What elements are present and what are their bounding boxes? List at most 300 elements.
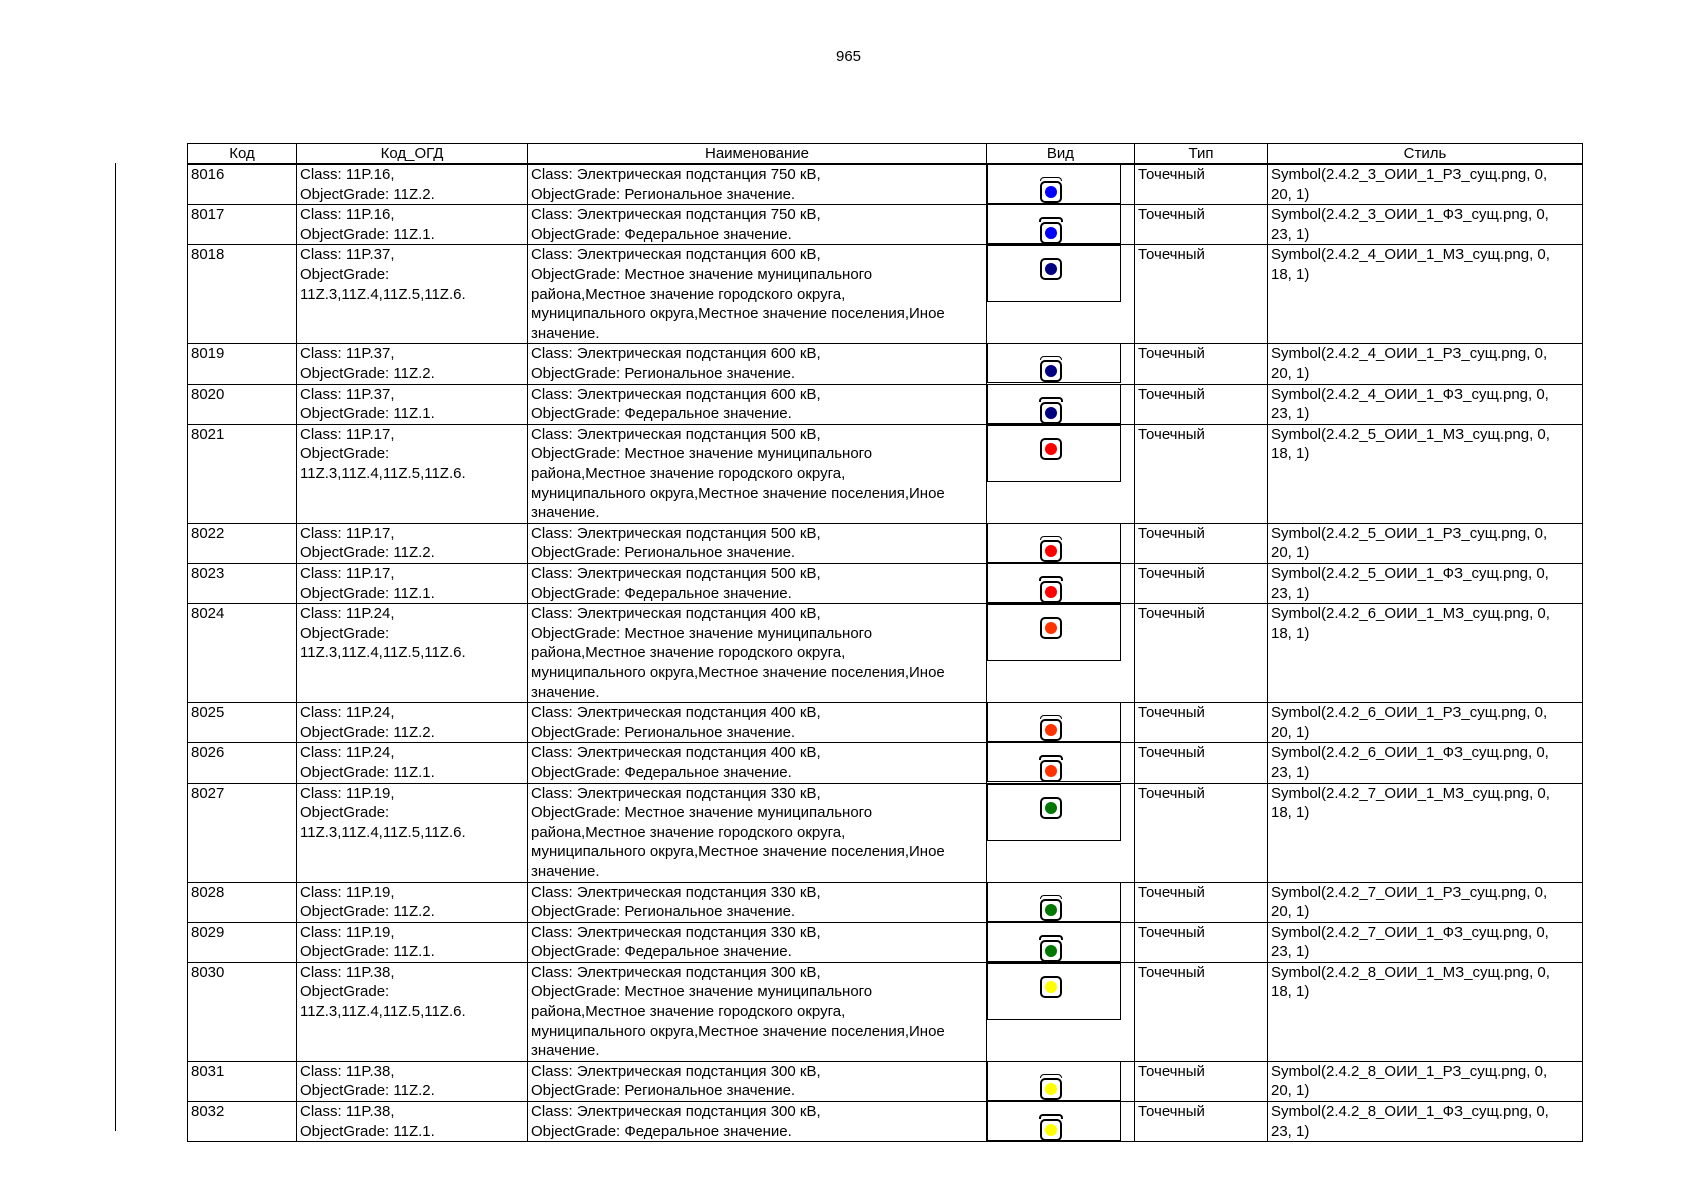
ogd-code-line: 11Z.3,11Z.4,11Z.5,11Z.6.: [300, 823, 466, 841]
code-cell: 8031: [188, 1061, 297, 1101]
name-line: ObjectGrade: Местное значение муниципального: [531, 265, 873, 283]
ogd-code-line: Class: 11P.19,: [300, 883, 395, 901]
symbol-fill: [1045, 443, 1057, 455]
name-line: муниципального округа,Местное значение поселения,Иное: [531, 484, 945, 502]
ogd-code-cell: [297, 882, 528, 922]
style-line: 23, 1): [1271, 1122, 1310, 1140]
ogd-code-line: 11Z.3,11Z.4,11Z.5,11Z.6.: [300, 1003, 466, 1021]
code-cell: 8021: [188, 424, 297, 523]
code-cell: 8018: [188, 245, 297, 344]
symbol-fill: [1045, 1083, 1057, 1095]
name-line: Class: Электрическая подстанция 300 кВ,: [531, 1103, 821, 1121]
view-cell: [987, 783, 1135, 882]
table-row: [188, 164, 1583, 205]
name-line: значение.: [531, 862, 600, 880]
style-line: 18, 1): [1271, 445, 1310, 463]
type-cell: Точечный: [1135, 563, 1268, 603]
name-line: Class: Электрическая подстанция 300 кВ,: [531, 963, 821, 981]
view-cell: [987, 384, 1135, 424]
ogd-code-line: ObjectGrade:: [300, 445, 390, 463]
column-header-name: Наименование: [528, 144, 987, 165]
style-line: 18, 1): [1271, 265, 1310, 283]
style-cell: [1268, 743, 1583, 783]
ogd-code-line: ObjectGrade: 11Z.2.: [300, 364, 435, 382]
symbol-fill: [1045, 263, 1057, 275]
symbol-fill: [1045, 765, 1057, 777]
table-row: [188, 743, 1583, 783]
symbol-frame: [987, 923, 1121, 962]
name-line: Class: Электрическая подстанция 400 кВ,: [531, 704, 821, 722]
symbol-frame: [987, 344, 1121, 383]
name-line: Class: Электрическая подстанция 400 кВ,: [531, 605, 821, 623]
name-cell: [528, 384, 987, 424]
table-row: [188, 922, 1583, 962]
code-cell: 8032: [188, 1102, 297, 1142]
code-cell: 8016: [188, 164, 297, 205]
ogd-code-line: ObjectGrade:: [300, 804, 390, 822]
type-cell: Точечный: [1135, 1061, 1268, 1101]
name-line: значение.: [531, 504, 600, 522]
view-cell: [987, 1102, 1135, 1142]
name-line: ObjectGrade: Региональное значение.: [531, 903, 796, 921]
ogd-code-line: Class: 11P.19,: [300, 784, 395, 802]
ogd-code-cell: [297, 604, 528, 703]
ogd-code-line: Class: 11P.17,: [300, 425, 395, 443]
ogd-code-line: Class: 11P.24,: [300, 605, 395, 623]
name-line: муниципального округа,Местное значение поселения,Иное: [531, 843, 945, 861]
ogd-code-cell: [297, 344, 528, 384]
type-cell: Точечный: [1135, 523, 1268, 563]
ogd-code-cell: [297, 783, 528, 882]
symbol-frame: [987, 784, 1121, 841]
substation-500kv-local-icon: [1040, 438, 1062, 460]
type-cell: Точечный: [1135, 164, 1268, 205]
view-cell: [987, 1061, 1135, 1101]
style-cell: [1268, 604, 1583, 703]
ogd-code-line: ObjectGrade: 11Z.1.: [300, 405, 435, 423]
style-line: 20, 1): [1271, 723, 1310, 741]
column-header-ogd-code: Код_ОГД: [297, 144, 528, 165]
type-cell: Точечный: [1135, 245, 1268, 344]
style-line: Symbol(2.4.2_5_ОИИ_1_ФЗ_сущ.png, 0,: [1271, 564, 1549, 582]
style-line: Symbol(2.4.2_4_ОИИ_1_МЗ_сущ.png, 0,: [1271, 246, 1550, 264]
type-cell: Точечный: [1135, 344, 1268, 384]
name-line: значение.: [531, 324, 600, 342]
ogd-code-line: 11Z.3,11Z.4,11Z.5,11Z.6.: [300, 285, 466, 303]
ogd-code-line: Class: 11P.38,: [300, 1103, 395, 1121]
column-header-code: Код: [188, 144, 297, 165]
symbol-table: [187, 143, 1583, 1142]
name-line: района,Местное значение городского округа,: [531, 823, 846, 841]
symbol-frame: [987, 205, 1121, 244]
substation-300kv-local-icon: [1040, 976, 1062, 998]
style-cell: [1268, 424, 1583, 523]
ogd-code-cell: [297, 384, 528, 424]
name-line: ObjectGrade: Федеральное значение.: [531, 763, 792, 781]
symbol-frame: [987, 963, 1121, 1020]
table-row: [188, 523, 1583, 563]
symbol-frame: [987, 883, 1121, 922]
style-cell: [1268, 205, 1583, 245]
substation-750kv-regional-icon: [1040, 181, 1062, 203]
ogd-code-line: ObjectGrade: 11Z.1.: [300, 763, 435, 781]
view-cell: [987, 604, 1135, 703]
view-cell: [987, 344, 1135, 384]
ogd-code-line: ObjectGrade:: [300, 624, 390, 642]
style-cell: [1268, 882, 1583, 922]
code-cell: 8024: [188, 604, 297, 703]
ogd-code-line: Class: 11P.37,: [300, 246, 395, 264]
column-header-style: Стиль: [1268, 144, 1583, 165]
type-cell: Точечный: [1135, 783, 1268, 882]
symbol-fill: [1045, 227, 1057, 239]
style-line: 20, 1): [1271, 364, 1310, 382]
symbol-frame: [987, 385, 1121, 424]
ogd-code-cell: [297, 1061, 528, 1101]
ogd-code-cell: [297, 563, 528, 603]
style-cell: [1268, 384, 1583, 424]
style-line: Symbol(2.4.2_8_ОИИ_1_МЗ_сущ.png, 0,: [1271, 963, 1550, 981]
style-line: 23, 1): [1271, 943, 1310, 961]
code-cell: 8020: [188, 384, 297, 424]
substation-750kv-federal-icon: [1040, 222, 1062, 244]
table-body: [188, 164, 1583, 1142]
ogd-code-line: ObjectGrade: 11Z.2.: [300, 185, 435, 203]
style-cell: [1268, 563, 1583, 603]
ogd-code-line: ObjectGrade: 11Z.2.: [300, 723, 435, 741]
name-cell: [528, 205, 987, 245]
name-line: ObjectGrade: Федеральное значение.: [531, 405, 792, 423]
style-line: 20, 1): [1271, 544, 1310, 562]
view-cell: [987, 164, 1135, 205]
table-header-row: [188, 144, 1583, 165]
name-cell: [528, 703, 987, 743]
style-cell: [1268, 344, 1583, 384]
name-line: Class: Электрическая подстанция 330 кВ,: [531, 883, 821, 901]
style-cell: [1268, 703, 1583, 743]
substation-330kv-local-icon: [1040, 797, 1062, 819]
name-cell: [528, 882, 987, 922]
view-cell: [987, 703, 1135, 743]
name-cell: [528, 523, 987, 563]
symbol-frame: [987, 245, 1121, 302]
style-line: Symbol(2.4.2_4_ОИИ_1_РЗ_сущ.png, 0,: [1271, 345, 1548, 363]
symbol-fill: [1045, 724, 1057, 736]
ogd-code-line: ObjectGrade: 11Z.1.: [300, 1122, 435, 1140]
page-number: 965: [835, 48, 862, 65]
ogd-code-line: Class: 11P.19,: [300, 923, 395, 941]
view-cell: [987, 245, 1135, 344]
substation-330kv-regional-icon: [1040, 899, 1062, 921]
code-cell: 8026: [188, 743, 297, 783]
style-cell: [1268, 164, 1583, 205]
name-line: района,Местное значение городского округа,: [531, 1003, 846, 1021]
name-line: Class: Электрическая подстанция 750 кВ,: [531, 206, 821, 224]
substation-400kv-local-icon: [1040, 617, 1062, 639]
name-cell: [528, 922, 987, 962]
style-line: 18, 1): [1271, 983, 1310, 1001]
symbol-fill: [1045, 1124, 1057, 1136]
style-line: 20, 1): [1271, 185, 1310, 203]
code-cell: 8025: [188, 703, 297, 743]
symbol-fill: [1045, 407, 1057, 419]
style-line: 20, 1): [1271, 903, 1310, 921]
substation-330kv-federal-icon: [1040, 940, 1062, 962]
table-row: [188, 604, 1583, 703]
name-cell: [528, 1102, 987, 1142]
ogd-code-line: ObjectGrade: 11Z.2.: [300, 903, 435, 921]
name-line: муниципального округа,Местное значение поселения,Иное: [531, 305, 945, 323]
view-cell: [987, 882, 1135, 922]
name-line: Class: Электрическая подстанция 300 кВ,: [531, 1062, 821, 1080]
substation-600kv-local-icon: [1040, 258, 1062, 280]
ogd-code-cell: [297, 424, 528, 523]
name-line: ObjectGrade: Местное значение муниципального: [531, 983, 873, 1001]
name-line: ObjectGrade: Местное значение муниципального: [531, 804, 873, 822]
view-cell: [987, 205, 1135, 245]
symbol-frame: [987, 425, 1121, 482]
name-cell: [528, 344, 987, 384]
code-cell: 8022: [188, 523, 297, 563]
code-cell: 8029: [188, 922, 297, 962]
ogd-code-line: Class: 11P.17,: [300, 524, 395, 542]
table-row: [188, 424, 1583, 523]
symbol-fill: [1045, 904, 1057, 916]
ogd-code-line: Class: 11P.16,: [300, 166, 395, 183]
code-cell: 8030: [188, 962, 297, 1061]
style-line: 23, 1): [1271, 763, 1310, 781]
table-row: [188, 1102, 1583, 1142]
code-cell: 8019: [188, 344, 297, 384]
style-line: Symbol(2.4.2_7_ОИИ_1_МЗ_сущ.png, 0,: [1271, 784, 1550, 802]
style-line: Symbol(2.4.2_4_ОИИ_1_ФЗ_сущ.png, 0,: [1271, 385, 1549, 403]
name-line: ObjectGrade: Федеральное значение.: [531, 584, 792, 602]
ogd-code-cell: [297, 962, 528, 1061]
substation-400kv-federal-icon: [1040, 760, 1062, 782]
symbol-frame: [987, 1062, 1121, 1101]
name-line: ObjectGrade: Федеральное значение.: [531, 1122, 792, 1140]
type-cell: Точечный: [1135, 962, 1268, 1061]
style-cell: [1268, 783, 1583, 882]
style-line: Symbol(2.4.2_3_ОИИ_1_РЗ_сущ.png, 0,: [1271, 166, 1548, 183]
ogd-code-line: Class: 11P.37,: [300, 345, 395, 363]
type-cell: Точечный: [1135, 424, 1268, 523]
ogd-code-cell: [297, 164, 528, 205]
style-line: Symbol(2.4.2_7_ОИИ_1_РЗ_сущ.png, 0,: [1271, 883, 1548, 901]
symbol-fill: [1045, 981, 1057, 993]
name-line: Class: Электрическая подстанция 500 кВ,: [531, 425, 821, 443]
ogd-code-line: ObjectGrade: 11Z.1.: [300, 943, 435, 961]
ogd-code-cell: [297, 922, 528, 962]
symbol-frame: [987, 604, 1121, 661]
name-line: ObjectGrade: Региональное значение.: [531, 1082, 796, 1100]
substation-500kv-regional-icon: [1040, 540, 1062, 562]
ogd-code-line: ObjectGrade: 11Z.1.: [300, 584, 435, 602]
style-line: Symbol(2.4.2_7_ОИИ_1_ФЗ_сущ.png, 0,: [1271, 923, 1549, 941]
substation-300kv-regional-icon: [1040, 1078, 1062, 1100]
table-row: [188, 384, 1583, 424]
name-line: Class: Электрическая подстанция 400 кВ,: [531, 744, 821, 762]
style-cell: [1268, 1061, 1583, 1101]
ogd-code-line: Class: 11P.17,: [300, 564, 395, 582]
name-line: Class: Электрическая подстанция 600 кВ,: [531, 345, 821, 363]
table-row: [188, 245, 1583, 344]
table-row: [188, 962, 1583, 1061]
column-header-type: Тип: [1135, 144, 1268, 165]
name-line: ObjectGrade: Местное значение муниципального: [531, 624, 873, 642]
name-line: ObjectGrade: Региональное значение.: [531, 544, 796, 562]
style-line: 23, 1): [1271, 405, 1310, 423]
view-cell: [987, 962, 1135, 1061]
style-line: Symbol(2.4.2_3_ОИИ_1_ФЗ_сущ.png, 0,: [1271, 206, 1549, 224]
name-cell: [528, 962, 987, 1061]
type-cell: Точечный: [1135, 703, 1268, 743]
ogd-code-line: Class: 11P.16,: [300, 206, 395, 224]
style-line: 20, 1): [1271, 1082, 1310, 1100]
ogd-code-line: Class: 11P.38,: [300, 1062, 395, 1080]
style-line: Symbol(2.4.2_6_ОИИ_1_МЗ_сущ.png, 0,: [1271, 605, 1550, 623]
code-cell: 8027: [188, 783, 297, 882]
table-row: [188, 344, 1583, 384]
table-row: [188, 703, 1583, 743]
ogd-code-line: ObjectGrade: 11Z.2.: [300, 544, 435, 562]
code-cell: 8017: [188, 205, 297, 245]
name-line: ObjectGrade: Региональное значение.: [531, 185, 796, 203]
ogd-code-line: ObjectGrade: 11Z.2.: [300, 1082, 435, 1100]
name-line: значение.: [531, 683, 600, 701]
style-cell: [1268, 1102, 1583, 1142]
style-line: Symbol(2.4.2_8_ОИИ_1_РЗ_сущ.png, 0,: [1271, 1062, 1548, 1080]
symbol-fill: [1045, 802, 1057, 814]
name-cell: [528, 164, 987, 205]
ogd-code-line: ObjectGrade:: [300, 983, 390, 1001]
style-line: 23, 1): [1271, 225, 1310, 243]
ogd-code-cell: [297, 703, 528, 743]
name-line: Class: Электрическая подстанция 330 кВ,: [531, 784, 821, 802]
name-line: Class: Электрическая подстанция 330 кВ,: [531, 923, 821, 941]
ogd-code-cell: [297, 245, 528, 344]
symbol-frame: [987, 524, 1121, 563]
style-cell: [1268, 962, 1583, 1061]
symbol-fill: [1045, 945, 1057, 957]
style-line: 23, 1): [1271, 584, 1310, 602]
type-cell: Точечный: [1135, 882, 1268, 922]
name-line: муниципального округа,Местное значение поселения,Иное: [531, 1022, 945, 1040]
symbol-frame: [987, 564, 1121, 603]
name-cell: [528, 563, 987, 603]
substation-500kv-federal-icon: [1040, 581, 1062, 603]
code-cell: 8028: [188, 882, 297, 922]
symbol-fill: [1045, 545, 1057, 557]
name-line: ObjectGrade: Региональное значение.: [531, 723, 796, 741]
symbol-frame: [987, 165, 1121, 204]
type-cell: Точечный: [1135, 922, 1268, 962]
name-cell: [528, 783, 987, 882]
ogd-code-line: Class: 11P.24,: [300, 744, 395, 762]
symbol-fill: [1045, 365, 1057, 377]
name-line: района,Местное значение городского округа,: [531, 464, 846, 482]
ogd-code-line: 11Z.3,11Z.4,11Z.5,11Z.6.: [300, 644, 466, 662]
ogd-code-line: Class: 11P.37,: [300, 385, 395, 403]
style-line: Symbol(2.4.2_6_ОИИ_1_ФЗ_сущ.png, 0,: [1271, 744, 1549, 762]
view-cell: [987, 523, 1135, 563]
name-line: ObjectGrade: Федеральное значение.: [531, 943, 792, 961]
margin-line: [115, 163, 116, 1131]
name-line: района,Местное значение городского округа,: [531, 644, 846, 662]
ogd-code-cell: [297, 1102, 528, 1142]
view-cell: [987, 424, 1135, 523]
table-row: [188, 783, 1583, 882]
symbol-frame: [987, 1102, 1121, 1141]
name-line: ObjectGrade: Региональное значение.: [531, 364, 796, 382]
ogd-code-cell: [297, 523, 528, 563]
type-cell: Точечный: [1135, 384, 1268, 424]
symbol-frame: [987, 743, 1121, 782]
style-line: Symbol(2.4.2_5_ОИИ_1_РЗ_сущ.png, 0,: [1271, 524, 1548, 542]
table-row: [188, 563, 1583, 603]
ogd-code-cell: [297, 743, 528, 783]
symbol-frame: [987, 703, 1121, 742]
style-line: 18, 1): [1271, 624, 1310, 642]
symbol-fill: [1045, 622, 1057, 634]
column-header-view: Вид: [987, 144, 1135, 165]
name-cell: [528, 424, 987, 523]
name-line: ObjectGrade: Федеральное значение.: [531, 225, 792, 243]
name-cell: [528, 743, 987, 783]
name-cell: [528, 604, 987, 703]
ogd-code-line: ObjectGrade:: [300, 265, 390, 283]
name-cell: [528, 245, 987, 344]
view-cell: [987, 563, 1135, 603]
table-row: [188, 205, 1583, 245]
substation-600kv-regional-icon: [1040, 360, 1062, 382]
substation-300kv-federal-icon: [1040, 1119, 1062, 1141]
type-cell: Точечный: [1135, 205, 1268, 245]
ogd-code-line: Class: 11P.24,: [300, 704, 395, 722]
name-line: муниципального округа,Местное значение поселения,Иное: [531, 663, 945, 681]
style-line: Symbol(2.4.2_8_ОИИ_1_ФЗ_сущ.png, 0,: [1271, 1103, 1549, 1121]
type-cell: Точечный: [1135, 604, 1268, 703]
table-row: [188, 1061, 1583, 1101]
name-line: Class: Электрическая подстанция 600 кВ,: [531, 385, 821, 403]
style-cell: [1268, 245, 1583, 344]
type-cell: Точечный: [1135, 743, 1268, 783]
name-cell: [528, 1061, 987, 1101]
ogd-code-cell: [297, 205, 528, 245]
substation-600kv-federal-icon: [1040, 402, 1062, 424]
ogd-code-line: 11Z.3,11Z.4,11Z.5,11Z.6.: [300, 464, 466, 482]
symbol-fill: [1045, 586, 1057, 598]
ogd-code-line: ObjectGrade: 11Z.1.: [300, 225, 435, 243]
substation-400kv-regional-icon: [1040, 719, 1062, 741]
name-line: района,Местное значение городского округа,: [531, 285, 846, 303]
table-row: [188, 882, 1583, 922]
style-line: 18, 1): [1271, 804, 1310, 822]
style-cell: [1268, 523, 1583, 563]
name-line: Class: Электрическая подстанция 600 кВ,: [531, 246, 821, 264]
view-cell: [987, 922, 1135, 962]
type-cell: Точечный: [1135, 1102, 1268, 1142]
name-line: Class: Электрическая подстанция 500 кВ,: [531, 564, 821, 582]
view-cell: [987, 743, 1135, 783]
style-line: Symbol(2.4.2_6_ОИИ_1_РЗ_сущ.png, 0,: [1271, 704, 1548, 722]
symbol-fill: [1045, 186, 1057, 198]
style-line: Symbol(2.4.2_5_ОИИ_1_МЗ_сущ.png, 0,: [1271, 425, 1550, 443]
name-line: значение.: [531, 1042, 600, 1060]
name-line: ObjectGrade: Местное значение муниципального: [531, 445, 873, 463]
name-line: Class: Электрическая подстанция 750 кВ,: [531, 166, 821, 183]
style-cell: [1268, 922, 1583, 962]
